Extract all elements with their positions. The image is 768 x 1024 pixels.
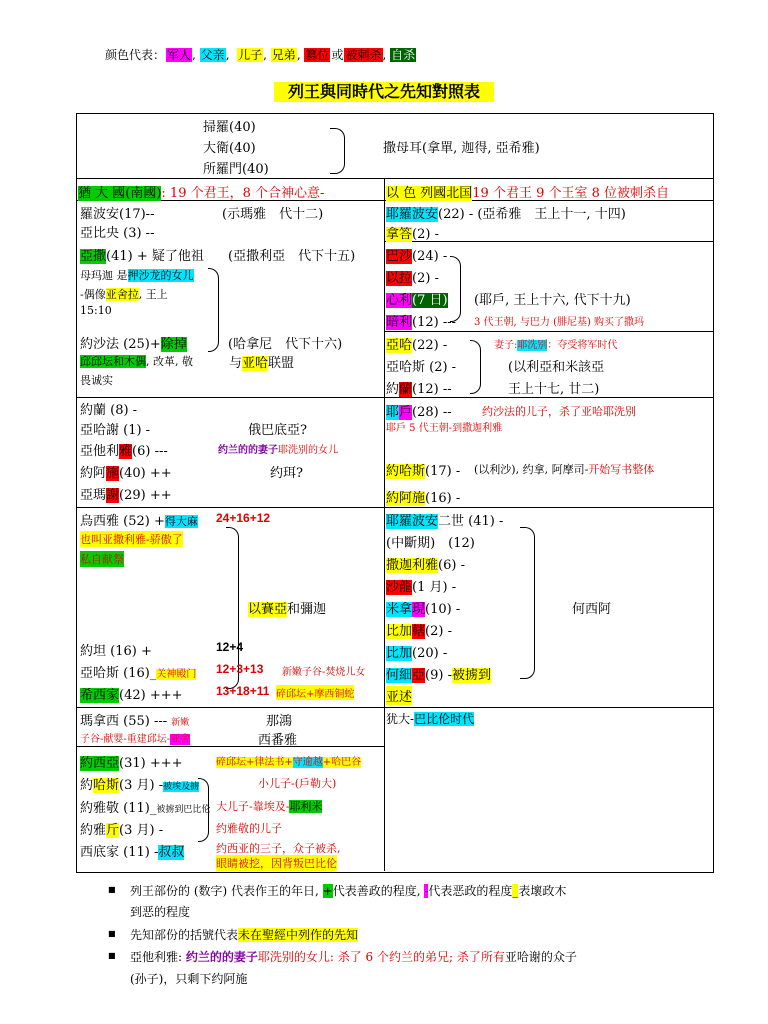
king-pekah bbox=[386, 642, 447, 661]
king-jehoiakim bbox=[80, 797, 210, 816]
king-nadab bbox=[386, 223, 439, 242]
king-jehoram: 約蘭 (8) - bbox=[80, 403, 138, 418]
f3-a: 亞他利雅: bbox=[130, 950, 186, 964]
josiah-note bbox=[216, 753, 361, 768]
jehoiakim-a: 約雅敬 (11)_ bbox=[80, 801, 157, 816]
jeroboam-c: (22) - (亞希雅 王上十一, 十四) bbox=[438, 207, 626, 222]
king-menahem bbox=[386, 598, 460, 617]
king-jeroboam-2 bbox=[386, 510, 503, 529]
row-divider bbox=[76, 397, 713, 398]
king-ahaziah-judah: 亞哈謝 (1) - bbox=[80, 423, 151, 438]
f1-a: 列王部份的 (数字) 代表作王的年日, bbox=[130, 884, 323, 898]
nadab-a: 拿答 bbox=[386, 227, 413, 242]
ahab-note-a: 妻子: bbox=[494, 340, 518, 351]
uzziah-a: 烏西雅 (52) + bbox=[80, 514, 165, 529]
legend-father: 父亲 bbox=[200, 48, 225, 62]
footnote-3-cont: (孙子)，只剩下约阿施 bbox=[130, 972, 248, 986]
prophet-elisha bbox=[474, 461, 654, 477]
zimri-c: (7 日) bbox=[412, 293, 448, 308]
asa-name: 亞撒 bbox=[80, 249, 107, 264]
footnote-1 bbox=[130, 882, 566, 899]
f3-b: 约兰的的妻子 bbox=[185, 950, 258, 964]
prophet-azariah: (亞撒利亞 代下十五) bbox=[228, 249, 356, 264]
jehu-c: (28) -- bbox=[412, 405, 452, 420]
jehoiakim-note-a: 大儿子-靠埃及- bbox=[216, 800, 290, 813]
hezekiah-a: 希西家 bbox=[80, 688, 120, 703]
zimri-a: 心利 bbox=[386, 293, 413, 308]
f1-g: 表壞政木 bbox=[518, 884, 567, 898]
jeroboam-a: 耶羅波安 bbox=[386, 207, 439, 222]
zedekiah-note-2: 眼睛被挖，因背叛巴比伦 bbox=[216, 857, 337, 870]
hezekiah-c: (42) +++ bbox=[119, 688, 183, 703]
zedekiah-a: 西底家 (11) - bbox=[80, 845, 159, 860]
king-ahab bbox=[386, 334, 447, 353]
uzziah-note-1: 也叫亚撒利雅-骄傲了 bbox=[80, 533, 183, 546]
king-solomon: 所羅門(40) bbox=[203, 162, 269, 177]
king-joram-israel bbox=[386, 378, 452, 397]
king-jehu bbox=[386, 401, 452, 420]
alliance-b: 亚哈 bbox=[242, 356, 269, 371]
prophet-jehu: (耶戶, 王上十六, 代下十九) bbox=[474, 293, 631, 308]
column-divider bbox=[384, 178, 385, 871]
pekahiah-a: 比加 bbox=[386, 624, 413, 639]
alliance-a: 与 bbox=[229, 356, 243, 371]
prophet-joel: 约珥? bbox=[270, 466, 303, 481]
prophet-obadiah: 俄巴底亞? bbox=[248, 423, 307, 438]
jehu-note-1: 约沙法的儿子，杀了亚哈耶洗别 bbox=[482, 405, 636, 418]
ahab-note-b: 耶洗别 bbox=[517, 340, 548, 351]
king-rehoboam: 羅波安(17)-- bbox=[80, 207, 155, 222]
king-amaziah bbox=[80, 484, 172, 503]
athaliah-note-a: 约兰的的妻子 bbox=[218, 445, 278, 456]
king-jehoiachin bbox=[80, 819, 163, 838]
prophet-hanani: (哈拿尼 代下十六) bbox=[228, 337, 343, 352]
king-zechariah bbox=[386, 554, 465, 573]
israel-name: 以 色 列國北国 bbox=[386, 186, 473, 201]
jehoshaphat-note-1 bbox=[80, 353, 193, 369]
ahaz-note: 新嫩子谷-焚烧儿女 bbox=[282, 667, 366, 678]
hoshea-b: 亞 bbox=[412, 668, 426, 683]
brace-asa bbox=[208, 268, 219, 352]
row-divider bbox=[76, 178, 713, 179]
baasha-c: (24) - bbox=[412, 249, 448, 264]
brace-jehoiakim bbox=[198, 778, 209, 842]
f1-f: _ bbox=[512, 884, 519, 898]
king-jehoshaphat bbox=[80, 333, 187, 352]
brace-ahab bbox=[470, 340, 481, 394]
footnote-2 bbox=[130, 926, 358, 943]
joash-a: 約阿 bbox=[80, 466, 107, 481]
row-divider bbox=[76, 746, 385, 747]
hoshea-tag: 被掳到 bbox=[451, 668, 491, 683]
footnote-3 bbox=[130, 948, 577, 965]
elah-a: 以拉 bbox=[386, 271, 413, 286]
king-uzziah bbox=[80, 510, 198, 529]
king-joash-judah bbox=[80, 462, 172, 481]
jehoahaz-a: 約 bbox=[80, 778, 94, 793]
prophet-samuel: 撒母耳(拿單, 迦得, 亞希雅) bbox=[383, 141, 540, 156]
legend-suicide: 自杀 bbox=[391, 48, 416, 62]
judah-south: (南國) bbox=[125, 186, 162, 201]
elisha-a: (以利沙), 约拿, 阿摩司- bbox=[474, 463, 589, 476]
king-pekahiah bbox=[386, 620, 452, 639]
brace-hosea bbox=[520, 527, 535, 679]
jehu-b: 戶 bbox=[399, 405, 413, 420]
manasseh-note-a: 子谷-献婴-重建邱坛- bbox=[80, 734, 171, 745]
asa-note-2a: -偶像 bbox=[80, 288, 106, 301]
jehoiachin-a: 約雅 bbox=[80, 823, 107, 838]
row-divider bbox=[76, 507, 713, 508]
f3-c: 耶洗别的女儿: bbox=[257, 950, 338, 964]
page-title: 列王與同時代之先知對照表 bbox=[274, 82, 494, 102]
legend-prefix: 颜色代表： bbox=[105, 48, 166, 62]
f3-d: 杀了 6 个约兰的弟兄; 杀了所有 bbox=[337, 950, 505, 964]
prophet-zephaniah: 西番雅 bbox=[258, 733, 298, 748]
jehoshaphat-note-1b: , 改革, 敬 bbox=[146, 355, 193, 368]
ahaz-tag: 关神殿门 bbox=[156, 669, 197, 680]
asa-note-3: 15:10 bbox=[80, 304, 112, 317]
row-divider bbox=[76, 707, 713, 708]
row-divider bbox=[384, 331, 713, 332]
king-asa bbox=[80, 245, 204, 264]
pekah-c: (20) - bbox=[412, 646, 448, 661]
king-joash-israel bbox=[386, 487, 460, 506]
josiah-a: 約西亞 bbox=[80, 756, 120, 771]
legend-son: 儿子 bbox=[238, 48, 263, 62]
king-saul: 掃羅(40) bbox=[203, 120, 256, 135]
king-omri bbox=[386, 311, 456, 330]
jehoahaz-b: 哈斯 bbox=[93, 778, 120, 793]
bullet: ■ bbox=[108, 929, 116, 938]
f1-d: - bbox=[424, 884, 429, 898]
manasseh-note-b: 亚舍 bbox=[170, 734, 191, 745]
legend-soldier: 军人 bbox=[167, 48, 192, 62]
jehoshaphat-note-1a: 邱邱坛和木偶 bbox=[80, 355, 146, 368]
omri-a: 暗利 bbox=[386, 315, 413, 330]
joram-a: 約 bbox=[386, 382, 400, 397]
bullet: ■ bbox=[108, 951, 116, 960]
josiah-note-c: +哈巴谷 bbox=[322, 757, 362, 768]
joash-i-a: 約阿施 bbox=[386, 491, 426, 506]
amaziah-b: 謝 bbox=[106, 488, 120, 503]
prophet-isaiah-micah bbox=[248, 598, 326, 617]
zedekiah-tag: 叔叔 bbox=[158, 845, 185, 860]
color-legend: 颜色代表： 军人, 父亲, 儿子, 兄弟, 篡位 或 被刺杀, 自杀 bbox=[105, 48, 416, 62]
f1-c: 代表善政的程度, bbox=[332, 884, 425, 898]
omri-c: (12) --- bbox=[412, 315, 457, 330]
prophet-elijah-ref: 王上十七, 廿二) bbox=[508, 382, 600, 397]
shallum-c: (1 月) - bbox=[412, 580, 457, 595]
baasha-a: 巴沙 bbox=[386, 249, 413, 264]
athaliah-note-b: 耶洗别的女儿 bbox=[278, 445, 338, 456]
f3-e: 亚哈谢的众子 bbox=[504, 950, 577, 964]
king-jehoahaz-judah bbox=[80, 774, 199, 793]
f2-b: 未在聖經中列作的先知 bbox=[238, 928, 359, 942]
alliance-c: 联盟 bbox=[268, 356, 295, 371]
ahab-note bbox=[494, 336, 617, 351]
prophet-elijah: (以利亞和米該亞 bbox=[508, 360, 605, 375]
judah-note: : 19 个君王，8 个合神心意- bbox=[161, 186, 325, 201]
prophet-shemaiah: (示瑪雅 代十二) bbox=[222, 207, 324, 222]
elisha-note: 开始写书整体 bbox=[588, 463, 655, 476]
zedekiah-note-1: 约西亚的三子，众子被杀, bbox=[216, 842, 341, 855]
king-zedekiah bbox=[80, 841, 184, 860]
king-ahaz bbox=[80, 662, 196, 681]
hoshea-a: 何細 bbox=[386, 668, 413, 683]
omri-note: 3 代王朝, 与巴力 (腓尼基) 购买了撒玛 bbox=[474, 317, 645, 328]
josiah-c: (31) +++ bbox=[119, 756, 183, 771]
ahab-a: 亞哈 bbox=[386, 338, 413, 353]
jehoiachin-b: 斤 bbox=[106, 823, 120, 838]
athaliah-note bbox=[218, 441, 338, 456]
judah-exile-b: 巴比伦时代 bbox=[414, 712, 475, 726]
joram-c: (12) -- bbox=[412, 382, 452, 397]
athaliah-c: (6) --- bbox=[132, 444, 168, 459]
jehoshaphat-alliance bbox=[229, 352, 294, 371]
menahem-a: 米拿 bbox=[386, 602, 413, 617]
ahab-note-c: ：夺受将军时代 bbox=[547, 340, 618, 351]
f1-e: 代表恶政的程度 bbox=[428, 884, 513, 898]
ahaz-count: 12+3+13 bbox=[216, 662, 264, 676]
king-elah bbox=[386, 267, 439, 286]
judah-header bbox=[78, 182, 324, 201]
manasseh-a: 瑪拿西 (55) --- bbox=[80, 714, 168, 729]
jehu-a: 耶 bbox=[386, 405, 400, 420]
asa-reign: (41) + 疑了他祖 bbox=[106, 249, 204, 264]
asa-note-2b: 亚舍拉 bbox=[105, 288, 139, 301]
elah-c: (2) - bbox=[412, 271, 439, 286]
legend-assassinated: 被刺杀 bbox=[345, 48, 382, 62]
judah-exile-a: 犹大- bbox=[386, 712, 415, 726]
jotham-count: 12+4 bbox=[216, 640, 244, 654]
asa-note-1b: 押沙龙的女儿 bbox=[127, 269, 194, 282]
ahab-c: (22) - bbox=[412, 338, 448, 353]
shallum-a: 沙龍 bbox=[386, 580, 413, 595]
menahem-b: 現 bbox=[412, 602, 426, 617]
jehoshaphat-tag: 除掉 bbox=[160, 337, 187, 352]
isaiah: 以賽亞 bbox=[248, 602, 288, 617]
israel-note: 19 个君王 9 个王室 8 位被刺杀自 bbox=[472, 186, 670, 201]
prophet-nahum: 那鴻 bbox=[266, 714, 293, 729]
jehoahaz-tag: 被埃及掳 bbox=[163, 782, 200, 792]
pekahiah-b: 轄 bbox=[412, 624, 426, 639]
ahaz-a: 亞哈斯 (16)_ bbox=[80, 666, 157, 681]
uzziah-count: 24+16+12 bbox=[216, 511, 271, 525]
joash-b: 施 bbox=[106, 466, 120, 481]
f1-b: + bbox=[322, 884, 333, 898]
josiah-note-a: 碎邱坛+律法书+ bbox=[216, 757, 293, 768]
jehoshaphat-note-2: 畏诚实 bbox=[80, 374, 113, 387]
amaziah-c: (29) ++ bbox=[119, 488, 172, 503]
brace-baasha bbox=[450, 256, 461, 322]
footnote-1-cont: 到恶的程度 bbox=[130, 905, 191, 919]
king-jotham: 約坦 (16) + bbox=[80, 644, 152, 659]
uzziah-tag: 得大麻 bbox=[164, 515, 198, 528]
hezekiah-note: 碎邱坛+摩西铜蛇 bbox=[276, 685, 354, 700]
jehoshaphat-name: 約沙法 (25)+ bbox=[80, 337, 161, 352]
athaliah-b: 雅 bbox=[119, 444, 133, 459]
joash-c: (40) ++ bbox=[119, 466, 172, 481]
jeroboam2-c: 二世 (41) - bbox=[438, 514, 504, 529]
jehoahaz-note: 小儿子-(戶勒大) bbox=[258, 777, 337, 790]
jehoiakim-tag: 被掳到巴比伦 bbox=[156, 805, 211, 815]
micah: 和彌迦 bbox=[287, 602, 327, 617]
judah-name: 猶 大 國 bbox=[78, 186, 126, 201]
joram-b: 蘭 bbox=[399, 382, 413, 397]
israel-header bbox=[386, 182, 669, 201]
king-ahaziah-israel: 亞哈斯 (2) - bbox=[386, 360, 457, 375]
jehoahaz-c: (3 月) - bbox=[119, 778, 164, 793]
brace-top bbox=[330, 128, 345, 174]
manasseh-tag: 新嫩 bbox=[171, 718, 190, 728]
asa-note-1 bbox=[80, 267, 194, 283]
asa-note-2c: , 王上 bbox=[138, 288, 168, 301]
joash-i-c: (16) - bbox=[425, 491, 461, 506]
king-hezekiah bbox=[80, 684, 183, 703]
jehoiakim-note bbox=[216, 798, 322, 814]
hezekiah-count: 13+18+11 bbox=[216, 684, 270, 698]
jehoahaz-i-c: (17) - bbox=[425, 464, 461, 479]
judah-exile bbox=[386, 710, 474, 727]
uzziah-note-2: 私自献祭 bbox=[80, 553, 124, 566]
amaziah-a: 亞瑪 bbox=[80, 488, 107, 503]
menahem-c: (10) - bbox=[425, 602, 461, 617]
king-jeroboam bbox=[386, 203, 626, 222]
prophet-hosea: 何西阿 bbox=[572, 602, 612, 617]
jehoiachin-note: 约雅敬的儿子 bbox=[216, 822, 282, 835]
legend-usurp: 篡位 bbox=[305, 48, 330, 62]
king-jehoahaz-israel bbox=[386, 460, 460, 479]
king-shallum bbox=[386, 576, 456, 595]
king-abijah: 亞比央 (3) -- bbox=[80, 226, 155, 241]
king-athaliah bbox=[80, 440, 168, 459]
jehoiakim-note-b: 耶利米 bbox=[289, 800, 323, 813]
jehoiachin-c: (3 月) - bbox=[119, 823, 164, 838]
f2-a: 先知部份的括號代表 bbox=[130, 928, 239, 942]
king-zimri bbox=[386, 289, 448, 308]
legend-brother: 兄弟 bbox=[271, 48, 296, 62]
hoshea-tag-2: 亚述 bbox=[386, 686, 412, 705]
athaliah-a: 亞他利 bbox=[80, 444, 120, 459]
josiah-note-b: 守逾越 bbox=[292, 757, 323, 768]
asa-note-1a: 母玛迦 是 bbox=[80, 269, 128, 282]
king-manasseh bbox=[80, 710, 189, 729]
interregnum: (中斷期) (12) bbox=[386, 536, 475, 551]
jehoahaz-i-a: 約哈斯 bbox=[386, 464, 426, 479]
legend-or: 或 bbox=[331, 48, 344, 62]
nadab-c: (2) - bbox=[412, 227, 439, 242]
hoshea-c: (9) - bbox=[425, 668, 452, 683]
jeroboam2-a: 耶羅波安 bbox=[386, 514, 439, 529]
asa-note-2 bbox=[80, 286, 168, 302]
manasseh-note bbox=[80, 730, 190, 745]
jehu-note-2: 耶戶 5 代王朝-到撒迦利雅 bbox=[386, 423, 503, 434]
bullet: ■ bbox=[108, 885, 116, 894]
pekah-a: 比加 bbox=[386, 646, 413, 661]
zechariah-a: 撒迦利雅 bbox=[386, 558, 439, 573]
pekahiah-c: (2) - bbox=[425, 624, 452, 639]
king-david: 大衛(40) bbox=[203, 141, 256, 156]
king-hoshea bbox=[386, 664, 491, 683]
king-baasha bbox=[386, 245, 447, 264]
zechariah-c: (6) - bbox=[438, 558, 465, 573]
king-josiah bbox=[80, 752, 183, 771]
